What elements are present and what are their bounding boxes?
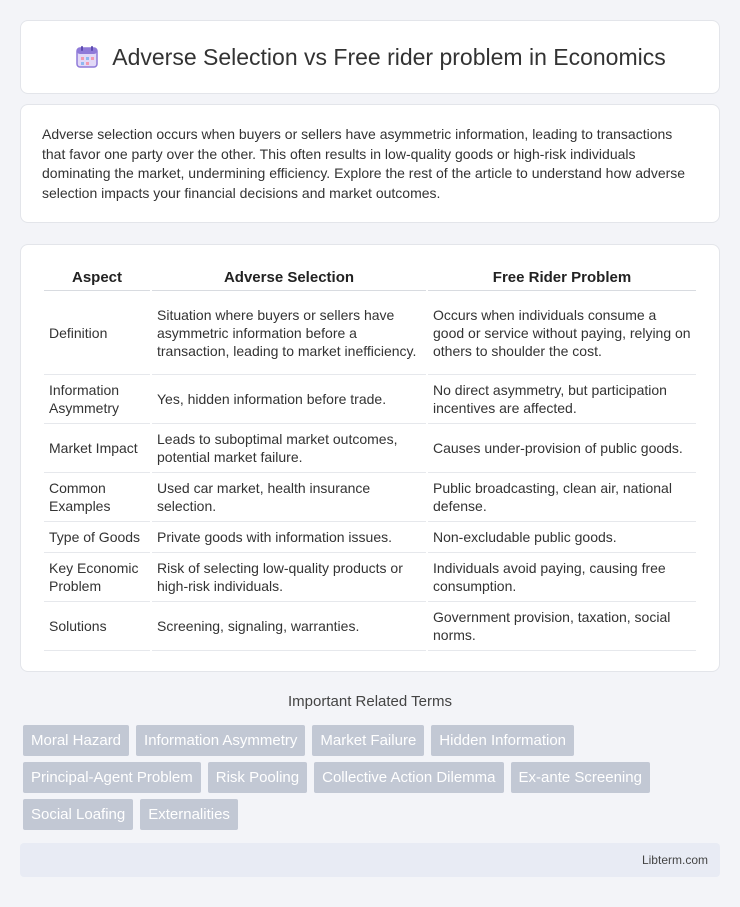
tag-hidden-information[interactable]: Hidden Information (431, 725, 574, 756)
cell-free-rider: No direct asymmetry, but participation incentives are affected. (428, 375, 696, 424)
table-row (44, 602, 696, 651)
table-row (44, 473, 696, 522)
title-card (20, 20, 720, 94)
cell-adverse: Screening, signaling, warranties. (152, 602, 426, 651)
tag-moral-hazard[interactable]: Moral Hazard (23, 725, 129, 756)
cell-adverse: Situation where buyers or sellers have asymmetric information before a transaction, leading to market inefficiency. (152, 291, 426, 375)
table-row (44, 424, 696, 473)
cell-free-rider: Causes under-provision of public goods. (428, 424, 696, 473)
footer-link[interactable]: Libterm.com (641, 853, 708, 867)
cell-aspect: Solutions (44, 602, 150, 651)
cell-aspect: Key Economic Problem (44, 553, 150, 602)
comparison-table (42, 265, 698, 651)
page-title: Adverse Selection vs Free rider problem in Economics (112, 43, 666, 70)
cell-adverse: Leads to suboptimal market outcomes, potential market failure. (152, 424, 426, 473)
related-terms-title: Important Related Terms (288, 693, 452, 710)
cell-aspect: Definition (44, 291, 150, 375)
cell-free-rider: Public broadcasting, clean air, national defense. (428, 473, 696, 522)
cell-free-rider: Government provision, taxation, social norms. (428, 602, 696, 651)
table-row (44, 553, 696, 602)
related-terms (23, 725, 723, 836)
cell-adverse: Risk of selecting low-quality products or high-risk individuals. (152, 553, 426, 602)
tag-risk-pooling[interactable]: Risk Pooling (208, 762, 307, 793)
table-row (44, 522, 696, 553)
cell-free-rider: Non-excludable public goods. (428, 522, 696, 553)
tag-row (23, 799, 723, 830)
header-adverse-selection: Adverse Selection (152, 265, 426, 291)
tag-information-asymmetry[interactable]: Information Asymmetry (136, 725, 305, 756)
cell-aspect: Common Examples (44, 473, 150, 522)
cell-adverse: Yes, hidden information before trade. (152, 375, 426, 424)
tag-collective-action-dilemma[interactable]: Collective Action Dilemma (314, 762, 503, 793)
cell-aspect: Market Impact (44, 424, 150, 473)
table-row (44, 375, 696, 424)
tag-market-failure[interactable]: Market Failure (312, 725, 424, 756)
tag-row (23, 762, 723, 793)
tag-row (23, 725, 723, 756)
tag-social-loafing[interactable]: Social Loafing (23, 799, 133, 830)
cell-adverse: Used car market, health insurance selection. (152, 473, 426, 522)
calendar-grid-icon (74, 44, 100, 70)
tag-principal-agent-problem[interactable]: Principal-Agent Problem (23, 762, 201, 793)
footer (20, 843, 720, 877)
cell-aspect: Information Asymmetry (44, 375, 150, 424)
comparison-card (20, 244, 720, 672)
cell-free-rider: Individuals avoid paying, causing free consumption. (428, 553, 696, 602)
cell-aspect: Type of Goods (44, 522, 150, 553)
header-aspect: Aspect (44, 265, 150, 291)
cell-free-rider: Occurs when individuals consume a good or service without paying, relying on others to shoulder the cost. (428, 291, 696, 375)
table-row (44, 291, 696, 375)
tag-externalities[interactable]: Externalities (140, 799, 238, 830)
tag-ex-ante-screening[interactable]: Ex-ante Screening (511, 762, 650, 793)
intro-card (20, 104, 720, 223)
intro-text: Adverse selection occurs when buyers or sellers have asymmetric information, leading to transactions that favor one party over the other. This often results in low-quality goods or high-risk individuals dominating the market, undermining efficiency. Explore the rest of the article to understand how adverse selection impacts your financial decisions and market outcomes. (42, 126, 686, 201)
cell-adverse: Private goods with information issues. (152, 522, 426, 553)
table-header-row (44, 265, 696, 291)
header-free-rider: Free Rider Problem (428, 265, 696, 291)
